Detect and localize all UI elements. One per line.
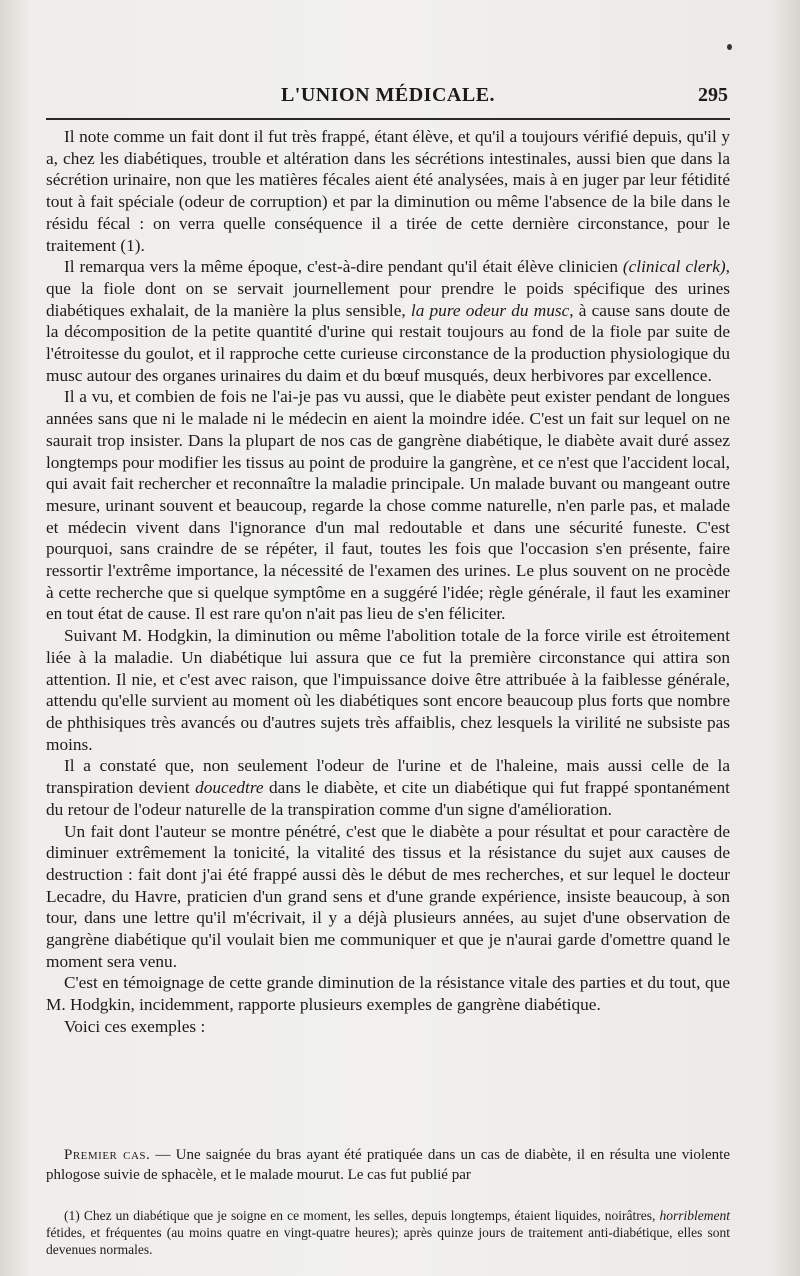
ink-speck xyxy=(727,44,732,50)
paragraph-2-part-c: , à cause sans doute de la décomposition de la petite quantité d'urine qui restait toujours au fond de la fiole par suite de l'étroitesse du goulot, et il rapproche cette curieuse circonstance de la production physiologique du musc autour des organes urinaires du daim et du bœuf musqués, deux herbivores par excellence. xyxy=(46,300,731,385)
paragraph-8: Voici ces exemples : xyxy=(64,1016,206,1036)
paragraph-6: Un fait dont l'auteur se montre pénétré, c'est que le diabète a pour résultat et pour caractère de diminuer extrêmement la tonicité, la vitalité des tissus et la résistance du sujet aux causes de destruction : fait dont j'ai été frappé aussi dès le début de mes recherches, et sur lequel le docteur Lecadre, du Havre, praticien d'un grand sens et d'une grande expérience, insiste beaucoup, à son tour, dans une lettre qu'il m'écrivait, il y a déjà plusieurs années, au sujet d'une observation de gangrène diabétique qu'il voulait bien me communiquer et que je n'aurai garde d'omettre quand le moment sera venu. xyxy=(46,821,730,971)
footnote-part-b: fétides, et fréquentes (au moins quatre en vingt-quatre heures); après quinze jours de traitement anti-diabétique, elles sont devenues normales. xyxy=(46,1225,730,1257)
paragraph-7: C'est en témoignage de cette grande diminution de la résistance vitale des parties et du tout, que M. Hodgkin, incidemment, rapporte plusieurs exemples de gangrène diabétique. xyxy=(46,973,730,1015)
italic-horriblement: horriblement xyxy=(659,1208,730,1223)
paragraph-5-part-a: Il a constaté que, non seulement l'odeur de l'urine et de l'haleine, mais aussi celle de la transpiration devient xyxy=(46,756,730,798)
italic-clinical-clerk: (clinical clerk) xyxy=(622,257,726,277)
paragraph-4: Suivant M. Hodgkin, la diminution ou même l'abolition totale de la force virile est étroitement liée à la maladie. Un diabétique lui assura que ce fut la première circonstance qui attira son attention. Il nie, et c'est avec raison, que l'impuissance doive être attribuée à la faiblesse générale, attendu qu'elle survient au moment où les diabétiques sont encore beaucoup plus forts que nombre de phthisiques très avancés ou d'autres sujets très affaiblis, chez lesquels la virilité ne subsiste pas moins. xyxy=(46,626,730,754)
running-title: L'UNION MÉDICALE. xyxy=(280,84,496,106)
footnote xyxy=(46,1207,730,1258)
case-label: Premier cas. xyxy=(64,1147,151,1163)
paragraph-1: Il note comme un fait dont il fut très frappé, étant élève, et qu'il a toujours vérifié depuis, qu'il y a, chez les diabétiques, trouble et altération dans les sécrétions intestinales, aussi bien que dans la sécrétion urinaire, non que les matières fécales aient été analysées, mais à en juger par leur fétidité tout à fait spéciale (odeur de corruption) et par la diminution ou même l'absence de la bile dans le résidu fécal : on verra quelle conséquence il a tirée de cette dernière circonstance, pour le traitement (1). xyxy=(46,127,730,255)
paragraph-5 xyxy=(46,755,730,820)
footnote-part-a: (1) Chez un diabétique que je soigne en ce moment, les selles, depuis longtemps, étaient liquides, noirâtres, xyxy=(64,1208,660,1223)
page-header xyxy=(46,84,730,114)
header-rule xyxy=(46,118,730,120)
paragraph-2-part-b: , que la fiole dont on se servait journellement pour prendre le poids spécifique des urines diabétiques exhalait, de la manière la plus sensible, xyxy=(46,257,730,320)
italic-doucedtre: doucedtre xyxy=(195,778,264,798)
body-text xyxy=(46,126,730,1038)
paragraph-5-part-b: dans le diabète, et cite un diabétique qui fut frappé spontanément du retour de l'odeur naturelle de la transpiration comme d'un signe d'amélioration. xyxy=(46,778,730,819)
italic-pure-odeur: la pure odeur du musc xyxy=(410,300,570,320)
case-block xyxy=(46,1145,730,1185)
page-number: 295 xyxy=(698,84,728,106)
paragraph-2 xyxy=(46,256,730,386)
case-text: — Une saignée du bras ayant été pratiquée dans un cas de diabète, il en résulta une violente phlogose suivie de sphacèle, et le malade mourut. Le cas fut publié par xyxy=(46,1147,731,1183)
footnote-paragraph xyxy=(46,1207,730,1258)
paragraph-3: Il a vu, et combien de fois ne l'ai-je pas vu aussi, que le diabète peut exister pendant de longues années sans que ni le malade ni le médecin en aient la moindre idée. C'est un fait sur lequel on ne saurait trop insister. Dans la plupart de nos cas de gangrène diabétique, le diabète avait duré assez longtemps pour modifier les tissus au point de produire la gangrène, et ce n'est que l'accident local, qui avait fait rechercher et reconnaître la maladie principale. Un malade buvant ou mangeant outre mesure, urinant souvent et beaucoup, regarde la chose comme naturelle, n'en parle pas, et malade et médecin vivent dans l'ignorance d'un mal redoutable et dans une sécurité funeste. C'est pourquoi, sans craindre de se répéter, il faut, toutes les fois que l'occasion s'en présente, faire ressortir l'extrême importance, la nécessité de l'examen des urines. Le plus souvent on ne procède à cette recherche que si quelque symptôme en a suggéré l'idée; règle générale, il faut les examiner en tout état de cause. Il est rare qu'on n'ait pas lieu de s'en féliciter. xyxy=(46,387,730,624)
case-paragraph xyxy=(46,1145,730,1185)
paragraph-2-part-a: Il remarqua vers la même époque, c'est-à-dire pendant qu'il était élève clinicien xyxy=(64,257,623,277)
